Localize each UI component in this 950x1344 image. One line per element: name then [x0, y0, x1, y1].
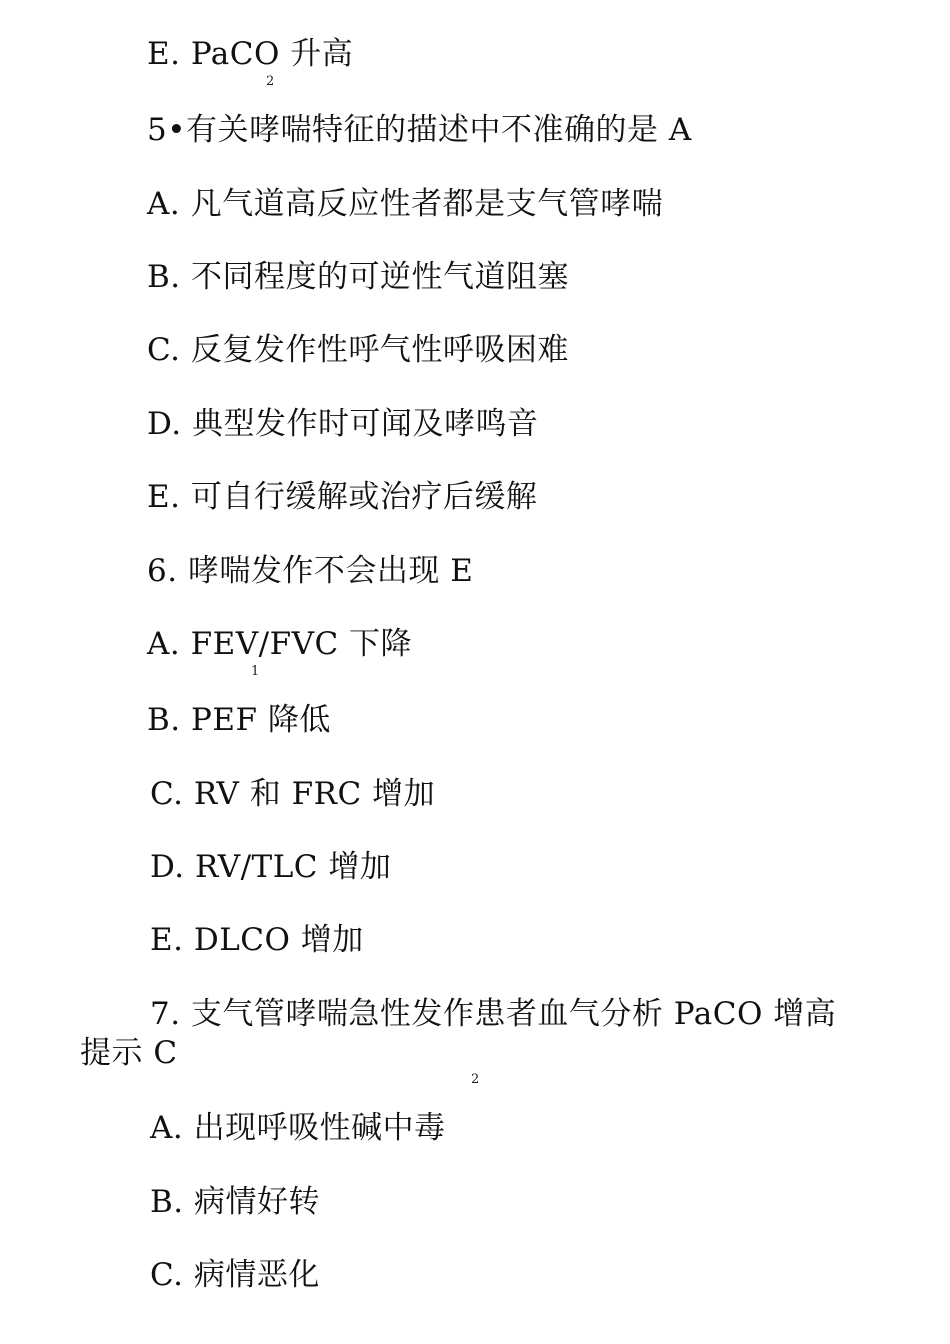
q6-option-b: B. PEF 降低	[147, 702, 331, 738]
q7-option-a: A. 出现呼吸性碱中毒	[150, 1110, 446, 1146]
q6-option-a: A. FEV/FVC 下降	[147, 626, 413, 662]
q5-option-e: E. 可自行缓解或治疗后缓解	[147, 479, 538, 515]
question-7: 7. 支气管哮喘急性发作患者血气分析 PaCO 增高	[150, 996, 837, 1032]
q6-option-e: E. DLCO 增加	[150, 922, 364, 958]
question-7-continuation: 提示 C	[80, 1035, 178, 1071]
q6-option-c: C. RV 和 FRC 增加	[150, 776, 436, 812]
q7-option-b: B. 病情好转	[150, 1184, 320, 1220]
question-6: 6. 哮喘发作不会出现 E	[147, 553, 474, 589]
q7-option-c: C. 病情恶化	[150, 1257, 320, 1293]
option-e-paco2: E. PaCO 升高	[147, 36, 354, 72]
subscript-2: 2	[266, 74, 275, 89]
q5-option-a: A. 凡气道高反应性者都是支气管哮喘	[147, 186, 664, 222]
q6-option-d: D. RV/TLC 增加	[150, 849, 392, 885]
subscript-1: 1	[251, 664, 260, 679]
question-5: 5•有关哮喘特征的描述中不准确的是 A	[147, 112, 692, 148]
q5-option-c: C. 反复发作性呼气性呼吸困难	[147, 332, 569, 368]
subscript-2: 2	[471, 1072, 480, 1087]
q5-option-b: B. 不同程度的可逆性气道阻塞	[147, 259, 569, 295]
q5-option-d: D. 典型发作时可闻及哮鸣音	[147, 406, 539, 442]
